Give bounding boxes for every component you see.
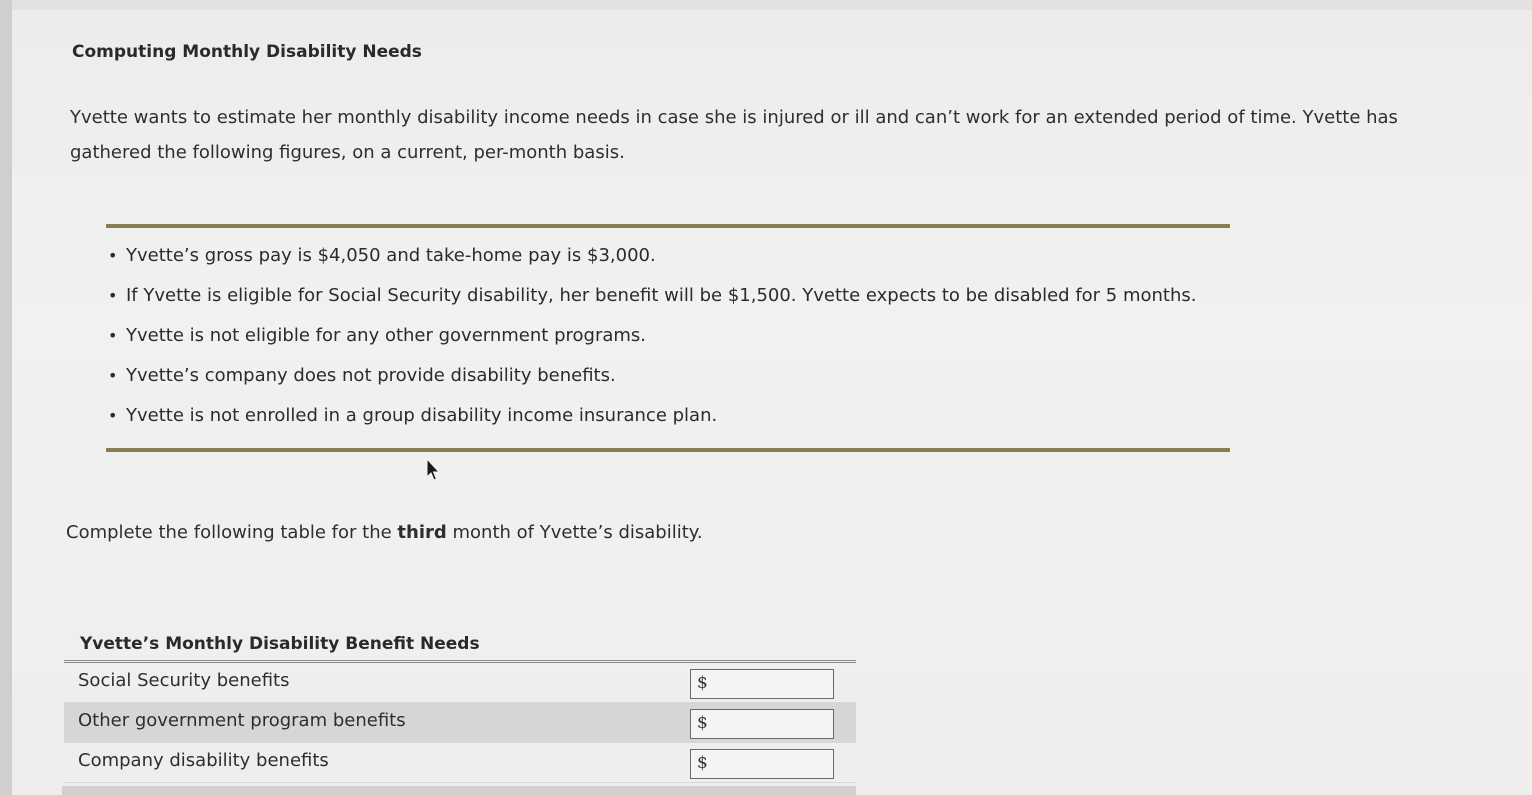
social-security-input[interactable]: [711, 672, 833, 696]
facts-top-rule: [106, 224, 1230, 228]
row-label: Other government program benefits: [78, 710, 406, 731]
facts-bottom-rule: [106, 448, 1230, 452]
row-label: Social Security benefits: [78, 670, 290, 691]
other-government-input[interactable]: [711, 712, 833, 736]
fact-item: [108, 240, 1308, 280]
company-disability-input[interactable]: [711, 752, 833, 776]
facts-list: [108, 240, 1308, 440]
mouse-pointer-icon: [426, 458, 440, 482]
top-edge: [0, 0, 1532, 10]
dollar-sign: $: [697, 753, 708, 773]
fact-text: Yvette is not enrolled in a group disability income insurance plan.: [126, 405, 718, 426]
bullet-icon: •: [108, 406, 118, 425]
fact-text: Yvette’s company does not provide disability benefits.: [126, 365, 616, 386]
fact-item: [108, 400, 1308, 440]
bullet-icon: •: [108, 366, 118, 385]
intro-paragraph: Yvette wants to estimate her monthly disability income needs in case she is injured or ill and can’t work for an extended period of time. Yvette has gathered the following figures, on a current, per-month basis.: [70, 107, 1398, 163]
bullet-icon: •: [108, 246, 118, 265]
instruction-after: month of Yvette’s disability.: [446, 522, 703, 543]
table-row-social-security: [64, 663, 856, 703]
fact-item: [108, 280, 1308, 320]
benefit-needs-table: [64, 628, 856, 783]
next-table-row: [62, 786, 856, 795]
left-edge: [0, 0, 12, 795]
social-security-amount-field[interactable]: [690, 669, 834, 699]
fact-text: Yvette’s gross pay is $4,050 and take-home pay is $3,000.: [126, 245, 656, 266]
dollar-sign: $: [697, 673, 708, 693]
company-disability-amount-field[interactable]: [690, 749, 834, 779]
page-title: Computing Monthly Disability Needs: [72, 42, 422, 62]
instruction-text: [66, 522, 703, 543]
bullet-icon: •: [108, 326, 118, 345]
table-row-company-disability: [64, 743, 856, 783]
row-label: Company disability benefits: [78, 750, 329, 771]
fact-item: [108, 360, 1308, 400]
other-government-amount-field[interactable]: [690, 709, 834, 739]
fact-item: [108, 320, 1308, 360]
fact-text: If Yvette is eligible for Social Security disability, her benefit will be $1,500. Yvette expects to be disabled for 5 months.: [126, 285, 1197, 306]
instruction-emphasis: third: [397, 522, 447, 543]
dollar-sign: $: [697, 713, 708, 733]
table-title: Yvette’s Monthly Disability Benefit Needs: [64, 628, 856, 663]
fact-text: Yvette is not eligible for any other government programs.: [126, 325, 647, 346]
instruction-before: Complete the following table for the: [66, 522, 398, 543]
bullet-icon: •: [108, 286, 118, 305]
table-row-other-government: [64, 703, 856, 743]
